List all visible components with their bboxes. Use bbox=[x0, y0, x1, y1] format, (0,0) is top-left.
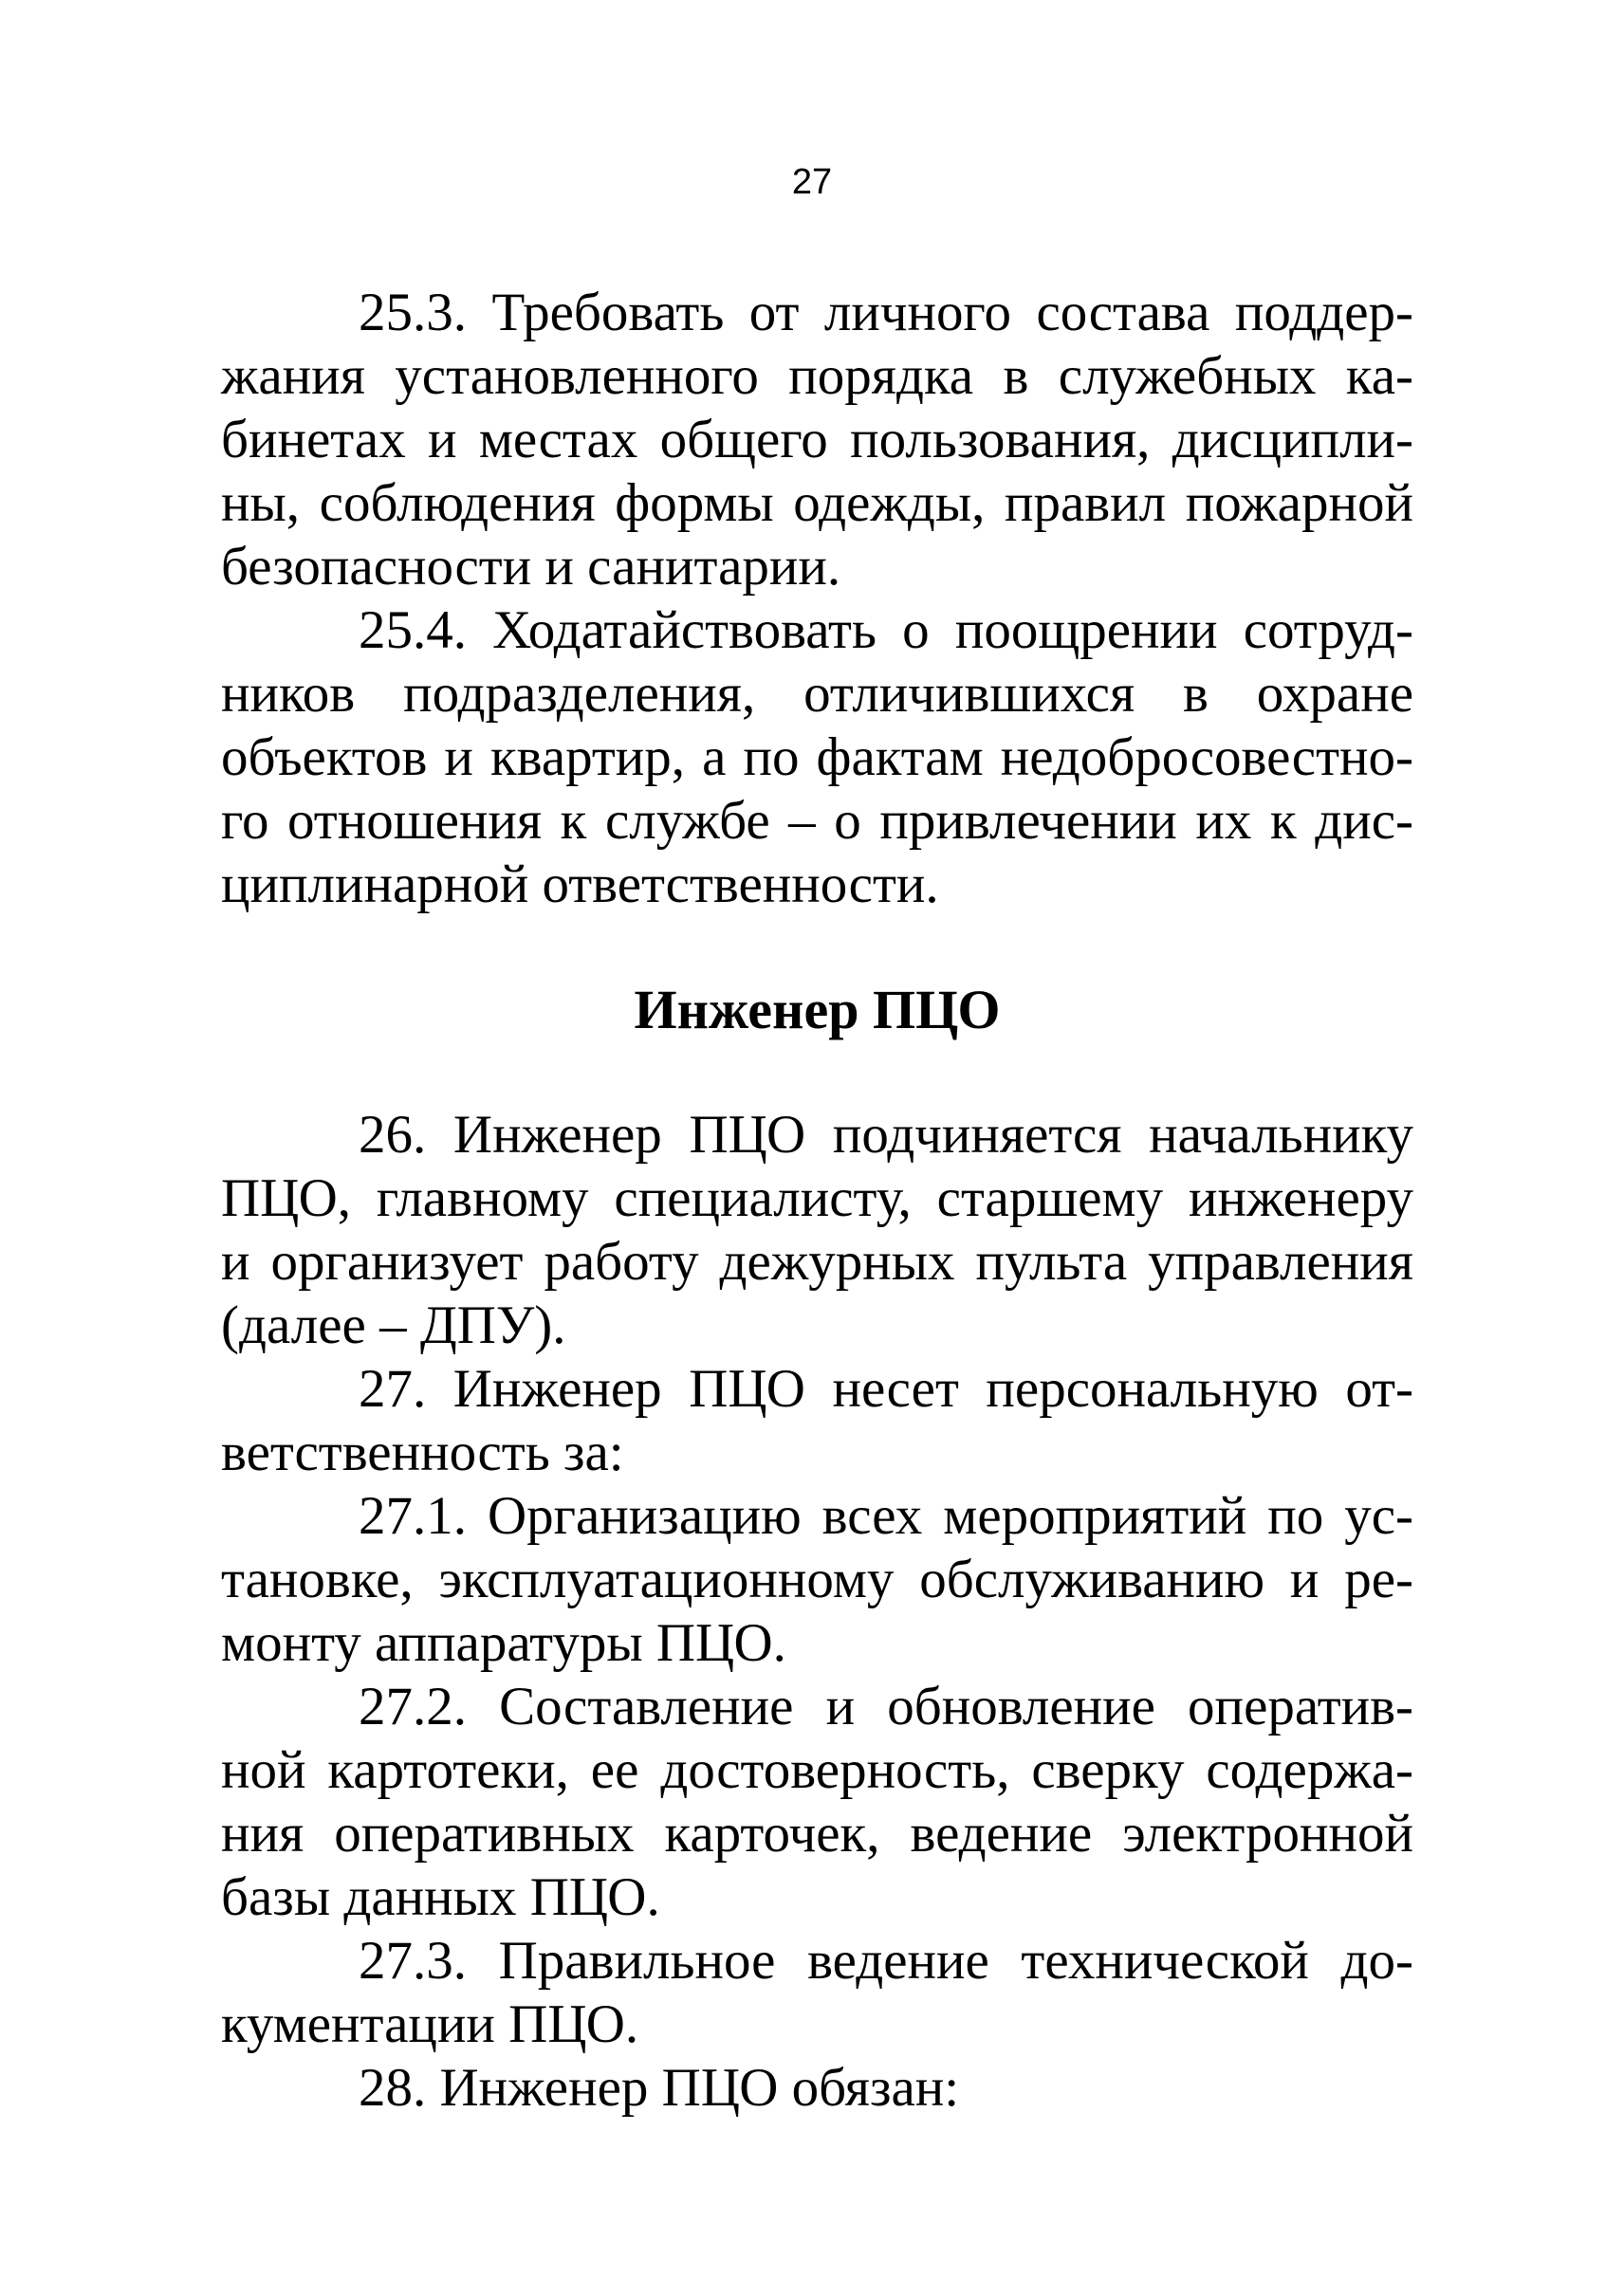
text-line: ной картотеки, ее достоверность, сверку содержа- bbox=[221, 1740, 1413, 1800]
text-line: и организует работу дежурных пульта управления bbox=[221, 1232, 1413, 1292]
text-line: го отношения к службе – о привлечении их к дис- bbox=[221, 791, 1413, 851]
text-line: бинетах и местах общего пользования, дисципли- bbox=[221, 410, 1413, 469]
text-line: 27. Инженер ПЦО несет персональную от- bbox=[359, 1359, 1413, 1419]
paragraph-25-3 bbox=[221, 281, 1413, 598]
text-line: базы данных ПЦО. bbox=[221, 1867, 660, 1927]
text-line: ветственность за: bbox=[221, 1423, 624, 1482]
text-line: 27.3. Правильное ведение технической до- bbox=[359, 1931, 1413, 1991]
text-line: кументации ПЦО. bbox=[221, 1994, 639, 2054]
text-line: объектов и квартир, а по фактам недобросовестно- bbox=[221, 727, 1413, 787]
text-line: 26. Инженер ПЦО подчиняется начальнику bbox=[359, 1105, 1413, 1165]
document-body bbox=[221, 281, 1413, 2120]
text-line: ния оперативных карточек, ведение электронной bbox=[221, 1804, 1413, 1864]
text-line: жания установленного порядка в служебных ка- bbox=[221, 346, 1413, 406]
paragraph-28 bbox=[221, 2056, 1413, 2120]
paragraph-25-4 bbox=[221, 598, 1413, 916]
paragraph-27-1 bbox=[221, 1484, 1413, 1675]
text-line: ников подразделения, отличившихся в охране bbox=[221, 664, 1413, 724]
text-line: 25.4. Ходатайствовать о поощрении сотруд- bbox=[359, 600, 1413, 660]
text-line: монту аппаратуры ПЦО. bbox=[221, 1613, 786, 1673]
text-line: ны, соблюдения формы одежды, правил пожарной bbox=[221, 473, 1413, 533]
text-line: 25.3. Требовать от личного состава поддер- bbox=[359, 283, 1413, 342]
text-line: циплинарной ответственности. bbox=[221, 854, 939, 914]
text-line: тановке, эксплуатационному обслуживанию и ре- bbox=[221, 1550, 1413, 1609]
page-number: 27 bbox=[791, 162, 833, 202]
paragraph-27-2 bbox=[221, 1675, 1413, 1929]
paragraph-27 bbox=[221, 1357, 1413, 1484]
text-line: 28. Инженер ПЦО обязан: bbox=[359, 2058, 960, 2118]
text-line: 27.1. Организацию всех мероприятий по ус- bbox=[359, 1486, 1413, 1546]
text-line: (далее – ДПУ). bbox=[221, 1295, 566, 1355]
paragraph-27-3 bbox=[221, 1929, 1413, 2056]
text-line: 27.2. Составление и обновление оператив- bbox=[359, 1677, 1413, 1736]
text-line: ПЦО, главному специалисту, старшему инженеру bbox=[221, 1168, 1413, 1228]
text-line: безопасности и санитарии. bbox=[221, 537, 841, 597]
paragraph-26 bbox=[221, 1103, 1413, 1357]
section-heading: Инженер ПЦО bbox=[634, 979, 1001, 1040]
